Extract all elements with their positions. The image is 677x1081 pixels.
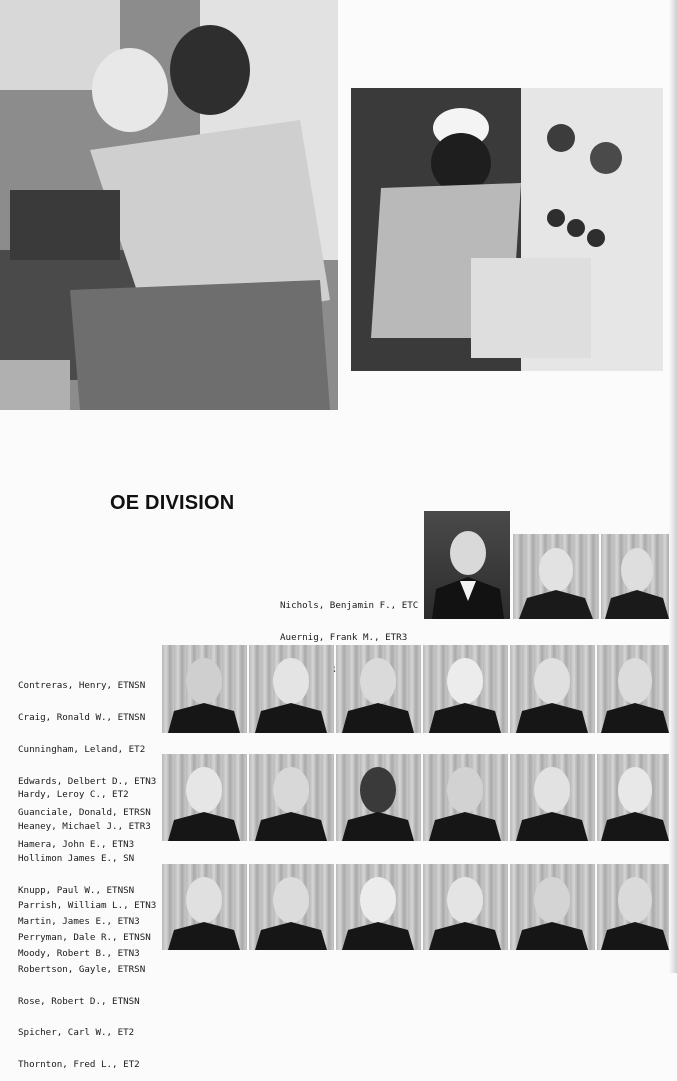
- division-title: OE DIVISION: [110, 492, 235, 514]
- portrait: [423, 864, 508, 950]
- name-entry: Nichols, Benjamin F., ETC: [280, 600, 419, 612]
- portrait: [510, 645, 595, 733]
- portrait: [423, 645, 508, 733]
- portrait: [513, 534, 599, 619]
- name-entry: Hamera, John E., ETN3: [18, 839, 135, 851]
- portrait: [162, 754, 247, 841]
- portrait: [249, 864, 334, 950]
- portrait-officer: [424, 511, 510, 619]
- workbench-scene-image: [0, 0, 338, 410]
- portrait: [510, 864, 595, 950]
- name-entry: Rose, Robert D., ETNSN: [18, 995, 140, 1007]
- portrait: [597, 645, 670, 733]
- name-entry: Knupp, Paul W., ETNSN: [18, 884, 135, 896]
- name-entry: Hollimon James E., SN: [18, 852, 135, 864]
- photo-technician-console: [351, 88, 663, 371]
- console-scene-image: [351, 88, 663, 371]
- name-entry: Hardy, Leroy C., ET2: [18, 789, 129, 801]
- portrait: [510, 754, 595, 841]
- portrait: [162, 645, 247, 733]
- name-entry: Heaney, Michael J., ETR3: [18, 820, 151, 832]
- name-entry: Auernig, Frank M., ETR3: [280, 631, 408, 643]
- name-entry: Moody, Robert B., ETN3: [18, 948, 140, 960]
- name-list-group-4: [18, 880, 156, 1081]
- name-entry: Edwards, Delbert D., ETN3: [18, 775, 157, 787]
- name-entry: Thornton, Fred L., ET2: [18, 1059, 140, 1071]
- portrait: [601, 534, 670, 619]
- name-entry: Martin, James E., ETN3: [18, 916, 140, 928]
- name-entry: Perryman, Dale R., ETNSN: [18, 931, 151, 943]
- name-entry: Cunningham, Leland, ET2: [18, 743, 146, 755]
- portrait: [336, 645, 421, 733]
- page-edge-shadow: [669, 0, 677, 973]
- name-entry: Spicher, Carl W., ET2: [18, 1027, 135, 1039]
- portrait: [597, 754, 670, 841]
- portrait: [249, 754, 334, 841]
- photo-workbench-technicians: [0, 0, 338, 410]
- name-entry: Craig, Ronald W., ETNSN: [18, 711, 146, 723]
- portrait: [423, 754, 508, 841]
- name-entry: Robertson, Gayle, ETRSN: [18, 963, 146, 975]
- portrait-image: [424, 511, 510, 619]
- portrait: [249, 645, 334, 733]
- name-entry: Contreras, Henry, ETNSN: [18, 680, 146, 692]
- portrait: [162, 864, 247, 950]
- name-entry: Guanciale, Donald, ETRSN: [18, 807, 151, 819]
- portrait: [336, 754, 421, 841]
- portrait: [336, 864, 421, 950]
- portrait: [597, 864, 670, 950]
- name-entry: Parrish, William L., ETN3: [18, 900, 157, 912]
